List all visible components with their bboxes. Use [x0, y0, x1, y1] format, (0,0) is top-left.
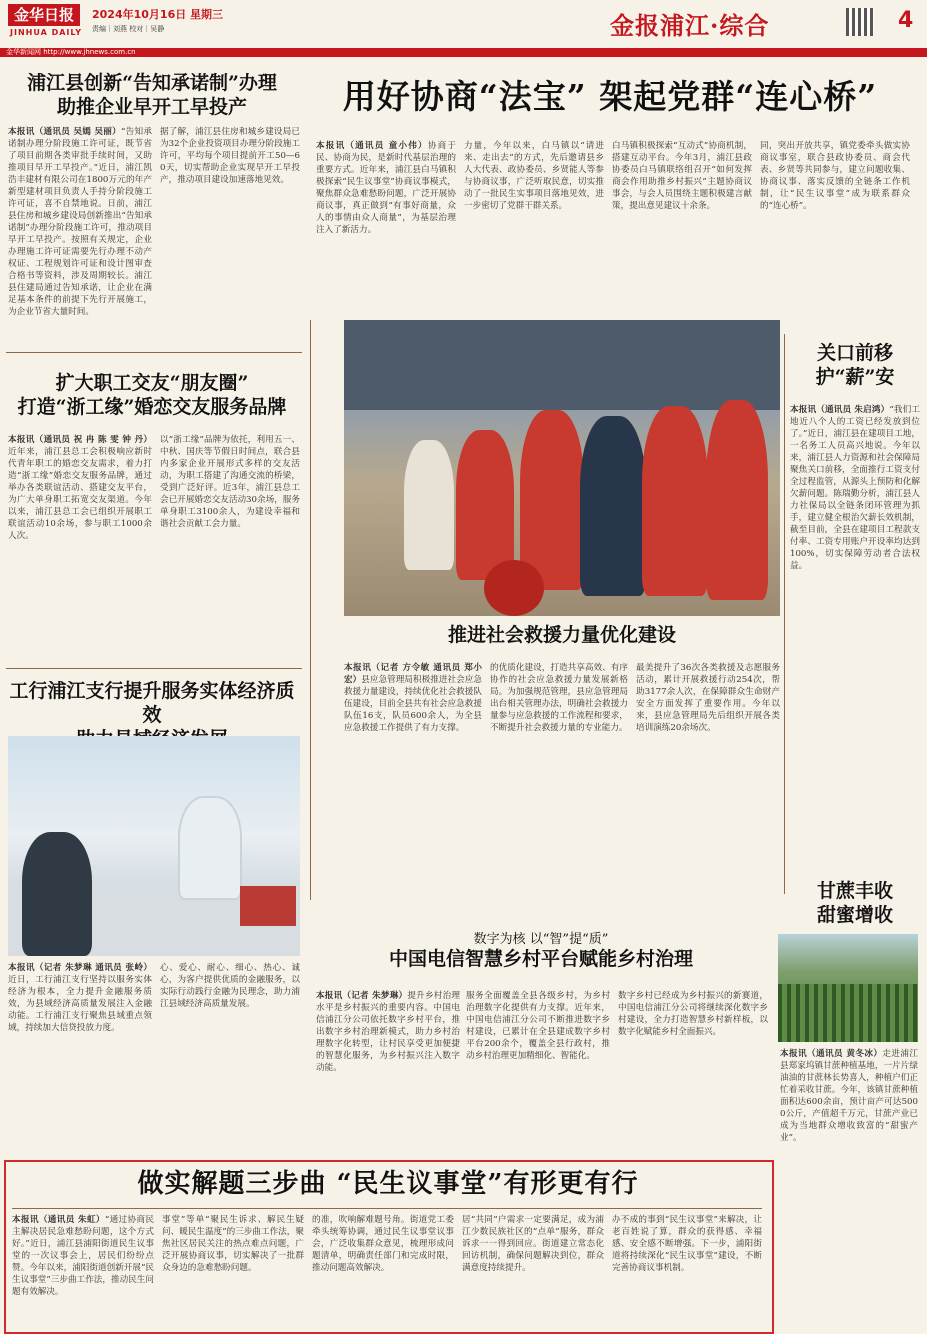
article5-col1 — [344, 662, 482, 898]
article8-col2 — [466, 990, 610, 1156]
header-bar — [0, 48, 927, 57]
article3-text1: 近日，工行浦江支行坚持以服务实体经济为根本，全力提升金融服务质效，为县域经济高质量发展注入金融动能。工行浦江支行聚焦县域重点领域，持续加大信贷投放力度。 — [8, 975, 152, 1033]
divider — [6, 352, 302, 353]
article6-byline: 本报讯（通讯员 朱启鸿） — [790, 405, 890, 415]
article9-col2 — [162, 1214, 304, 1326]
editors-line: 责编｜刘燕 校对｜吴静 — [92, 25, 165, 33]
rescuer-figure — [706, 400, 768, 600]
article3-byline: 本报讯（记者 朱梦琳 通讯员 张岭） — [8, 963, 152, 973]
person-figure — [404, 440, 454, 570]
bank-service-photo — [8, 736, 300, 956]
article7-text1: 走进浦江县郑家坞镇甘蔗种植基地，一片片绿油油的甘蔗林长势喜人，种植户们正忙着采收甘蔗。今年，该镇甘蔗种植面积达600余亩，预计亩产可达5000公斤，产值超千万元，甘蔗产业已成为当地群众增收致富的“甜蜜产业”。 — [780, 1049, 918, 1143]
article9-col4 — [462, 1214, 604, 1326]
article4-col4 — [760, 140, 910, 310]
article2-title — [4, 372, 300, 420]
article1-text2: 按照有关规定，企业办理施工许可证需要先行办理不动产权证、工程规划许可证和设计图审查合格书等资料，涉及周期较长。浦江县住建局通过告知承诺，让企业在满足基本条件的前提下先行开展施工，为企业节省大量时间。 — [8, 235, 152, 317]
section-title: 金报浦江·综合 — [610, 11, 770, 40]
article1-col1 — [8, 126, 152, 348]
article6-col1 — [790, 404, 920, 856]
article8-text1: 提升乡村治理水平是乡村振兴的重要内容。中国电信浦江分公司依托数字乡村平台，推出数字乡村治理新模式，助力乡村治理数字化转型，让村民享受更加便捷的智慧化服务，为乡村振兴注入数字动能。 — [316, 991, 460, 1073]
article2-title-line1: 扩大职工交友“朋友圈” — [55, 372, 249, 394]
column-divider — [784, 334, 785, 894]
article7-title-line2: 甜蜜增收 — [816, 903, 893, 926]
article1-title-line1: 浦江县创新“告知承诺制”办理 — [27, 72, 277, 94]
article5-col3 — [636, 662, 780, 898]
issue-date: 2024年10月16日 星期三 — [92, 8, 224, 21]
article1-text3: 据了解，浦江县住房和城乡建设局已为32个企业投资项目办理分阶段施工许可，平均每个项目提前开工50—60天，切实帮助企业实现早开工早投产，推动项目建设加速落地见效。 — [160, 127, 300, 185]
article5-text2: 的优质化建设，打造共享高效、有序协作的社会应急救援力量发展新格局。为加强规范管理，县应急管理局出台相关管理办法，明确社会救援力量参与应急救援的工作流程和要求，不断提升社会救援力量的专业能力。 — [490, 663, 628, 733]
article4-text3: 白马镇积极探索“互动式”协商机制，搭建互动平台。今年3月，浦江县政协委员白马镇联络组召开“如何发挥商会作用助推乡村振兴”主题协商议事会，与会人员围绕主题积极建言献策，提出意见建议十余条。 — [612, 141, 752, 211]
rescuer-figure — [456, 430, 514, 580]
article1-title — [4, 72, 300, 120]
article2-byline: 本报讯（通讯员 祝 冉 陈 雯 钟 丹） — [8, 435, 152, 445]
article5-text3: 最美提升了36次各类救援及志愿服务活动，累计开展救援行动254次，帮助3177余人次，在保障群众生命财产安全方面发挥了重要作用。今年以来，县应急管理局先后组织开展各类培训演练20余场次。 — [636, 663, 780, 733]
page-number: 4 — [898, 8, 914, 33]
article9-text5: 办不成的事到“民生议事堂”来解决，让老百姓说了算，群众的获得感、幸福感、安全感不断增强。下一步，浦阳街道将持续深化“民生议事堂”建设，不断完善协商议事机制。 — [612, 1215, 762, 1273]
article4-col2 — [464, 140, 604, 310]
article2-text2: 以“浙工缘”品牌为依托，利用五一、中秋、国庆等节假日时间点，联合县内多家企业开展形式多样的交友活动，为职工搭建了沟通交流的桥梁，受到广泛好评。 — [160, 435, 300, 493]
roof-shape — [344, 320, 780, 410]
qr-code-icon — [846, 8, 874, 36]
divider — [6, 668, 302, 669]
article4-byline: 本报讯（通讯员 童小伟） — [316, 141, 428, 151]
article4-text4: 同，突出开放共享，镇党委牵头做实协商议事室，联合县政协委员、商会代表、乡贤等共同参与，建立问题收集、协商议事、落实反馈的全链条工作机制，让“民生议事堂”成为联系群众的“连心桥”。 — [760, 141, 910, 211]
article2-text1: 近年来，浦江县总工会积极响应新时代青年职工的婚恋交友需求，着力打造“浙工缘”婚恋交友服务品牌，通过举办各类联谊活动、搭建交友平台，为广大单身职工拓宽交友渠道。今年以来，浦江县总工会已组织开展职工联谊活动10余场，参与职工1000余人次。 — [8, 447, 152, 541]
article4-col1 — [316, 140, 456, 310]
poster-shape — [240, 886, 296, 926]
extinguisher-shape — [484, 560, 544, 616]
article9-col1 — [12, 1214, 154, 1326]
website-url[interactable]: 金华新闻网 http://www.jhnews.com.cn — [6, 48, 136, 56]
article5-title: 推进社会救援力量优化建设 — [447, 624, 676, 646]
firefighter-figure — [580, 416, 646, 596]
sugarcane-rows — [778, 984, 918, 1042]
article8-title: 中国电信智慧乡村平台赋能乡村治理 — [388, 948, 693, 970]
article2-col2 — [160, 434, 300, 662]
article8-byline: 本报讯（记者 朱梦琳） — [316, 991, 408, 1001]
rescue-team-photo — [344, 320, 780, 616]
rescuer-figure — [520, 410, 584, 590]
article7-byline: 本报讯（通讯员 黄冬冰） — [780, 1049, 883, 1059]
article8-col3 — [618, 990, 768, 1156]
sugarcane-field-photo — [778, 934, 918, 1042]
article7-title — [790, 880, 920, 928]
article9-col3 — [312, 1214, 454, 1326]
article3-title-line1: 工行浦江支行提升服务实体经济质效 — [9, 680, 295, 726]
article8-col1 — [316, 990, 460, 1156]
newspaper-logo-sub: JINHUA DAILY — [10, 28, 83, 37]
article5-text1: 县应急管理局积极推进社会应急救援力量建设，持续优化社会救援队伍建设，目前全县共有社会应急救援队伍16支，队员600余人，为全县应急救援工作提供了有力支撑。 — [344, 675, 482, 733]
article4-title: 用好协商“法宝” 架起党群“连心桥” — [342, 77, 878, 116]
article2-title-line2: 打造“浙工缘”婚恋交友服务品牌 — [17, 395, 287, 418]
article1-byline: 本报讯（通讯员 吴嫣 吴丽） — [8, 127, 121, 137]
article9-text4: 居“共同”户需求一定要满足，成为浦江少数民族社区的“点单”服务，群众诉求一一得到回应。街道建立常态化回访机制，确保问题解决到位，群众满意度持续提升。 — [462, 1215, 604, 1273]
article9-text3: 的准，吹响解难题号角。街道党工委牵头统筹协调，通过民生议事堂议事会，广泛收集群众意见，梳理形成问题清单，明确责任部门和完成时限，推动问题高效解决。 — [312, 1215, 454, 1273]
article7-title-line1: 甘蔗丰收 — [816, 880, 893, 902]
article2-text3: 近3年，浦江县总工会已开展婚恋交友活动30余场，服务单身职工3100余人，为建设幸福和谐社会贡献工会力量。 — [160, 483, 300, 529]
article1-text1: “告知承诺制办理分阶段施工许可证，既节省了项目前期各类审批手续时间，又助推项目早开工早投产。”近日，浦江凯浩丰建材有限公司在1800万元的年产新型建材项目负责人手持分阶段施工许可证，喜不自禁地说。日前，浦江县住房和城乡建设局创新推出“告知承诺制”办理分阶段施工许可，推动项目早开工早投产。 — [8, 127, 152, 245]
article8-text3: 数字乡村已经成为乡村振兴的新赛道，中国电信浦江分公司将继续深化数字乡村建设，全力打造智慧乡村新样板，以数字化赋能乡村全面振兴。 — [618, 991, 768, 1037]
article4-col3 — [612, 140, 752, 310]
article3-text2: 心、爱心、耐心、细心、热心、诚心，为客户提供优质的金融服务，以实际行动践行金融为民理念，助力浦江县域经济高质量发展。 — [160, 963, 300, 1009]
article2-col1 — [8, 434, 152, 662]
staff-figure — [178, 796, 242, 900]
article4-text1: 协商于民、协商为民，是新时代基层治理的重要方式。近年来，浦江县白马镇积极探索“民生议事堂”协商议事模式，聚焦群众急难愁盼问题，广泛开展协商议事，真正做到“有事好商量，众人的事情由众人商量”，为基层治理注入了新活力。 — [316, 141, 456, 235]
article6-title: 关口前移 护“薪”安 — [815, 342, 895, 388]
article8-kicker: 数字为核 以“智”提“质” — [473, 932, 609, 947]
article7-col1 — [780, 1048, 918, 1324]
rescuer-figure — [642, 406, 708, 596]
article5-col2 — [490, 662, 628, 898]
article9-col5 — [612, 1214, 762, 1326]
article4-text2: 力量，今年以来，白马镇以“请进来、走出去”的方式，先后邀请县乡人大代表、政协委员、乡贤能人等参与协商议事，广泛听取民意，切实推动了一批民生实事项目落地见效，进一步密切了党群干群关系。 — [464, 141, 604, 211]
article9-title: 做实解题三步曲 “民生议事堂”有形更有行 — [137, 1169, 639, 1199]
article9-text1: “通过协商民主解决居民急难愁盼问题，这个方式好。”近日，浦江县浦阳街道民生议事堂的一次议事会上，居民们纷纷点赞。今年以来，浦阳街道创新开展“民生议事堂”三步曲工作法，推动民生问题有效解决。 — [12, 1215, 154, 1297]
article9-byline: 本报讯（通讯员 朱虹） — [12, 1215, 105, 1225]
divider — [12, 1208, 762, 1209]
article6-text2: 陈瑞勤分析，浦江县人力社保局以全链条闭环管理为抓手，建立健全根治欠薪长效机制，截至目前，全县在建项目工程款支付率、工资专用账户开设率均达到100%，切实保障劳动者合法权益。 — [790, 489, 920, 571]
article3-col2 — [160, 962, 300, 1184]
article9-text2: 事堂”等单“聚民生诉求、解民生疑问、暖民生温度”的三步曲工作法，聚焦社区居民关注的热点难点问题，广泛开展协商议事，切实解决了一批群众身边的急难愁盼问题。 — [162, 1215, 304, 1273]
column-divider — [310, 320, 311, 900]
article3-col1 — [8, 962, 152, 1184]
article1-col2 — [160, 126, 300, 348]
article8-text2: 服务全面覆盖全县各级乡村，为乡村治理数字化提供有力支撑。近年来，中国电信浦江分公司不断推进数字乡村建设，已累计在全县建成数字乡村平台200余个，覆盖全县行政村，推动乡村治理更加精细化、智能化。 — [466, 991, 610, 1061]
customer-figure — [22, 832, 92, 956]
article5-byline: 本报讯（记者 方令敏 通讯员 郑小宏） — [344, 663, 482, 685]
article6-text1: “我们工地近八个人的工资已经发放到位了。”近日，浦江县在建项目工地，一名务工人员高兴地说。今年以来，浦江县人力资源和社会保障局聚焦关口前移，全面推行工资支付全过程监管，从源头上预防和化解欠薪问题。 — [790, 405, 920, 499]
newspaper-logo: 金华日报 — [8, 4, 80, 26]
article1-title-line2: 助推企业早开工早投产 — [56, 95, 247, 118]
